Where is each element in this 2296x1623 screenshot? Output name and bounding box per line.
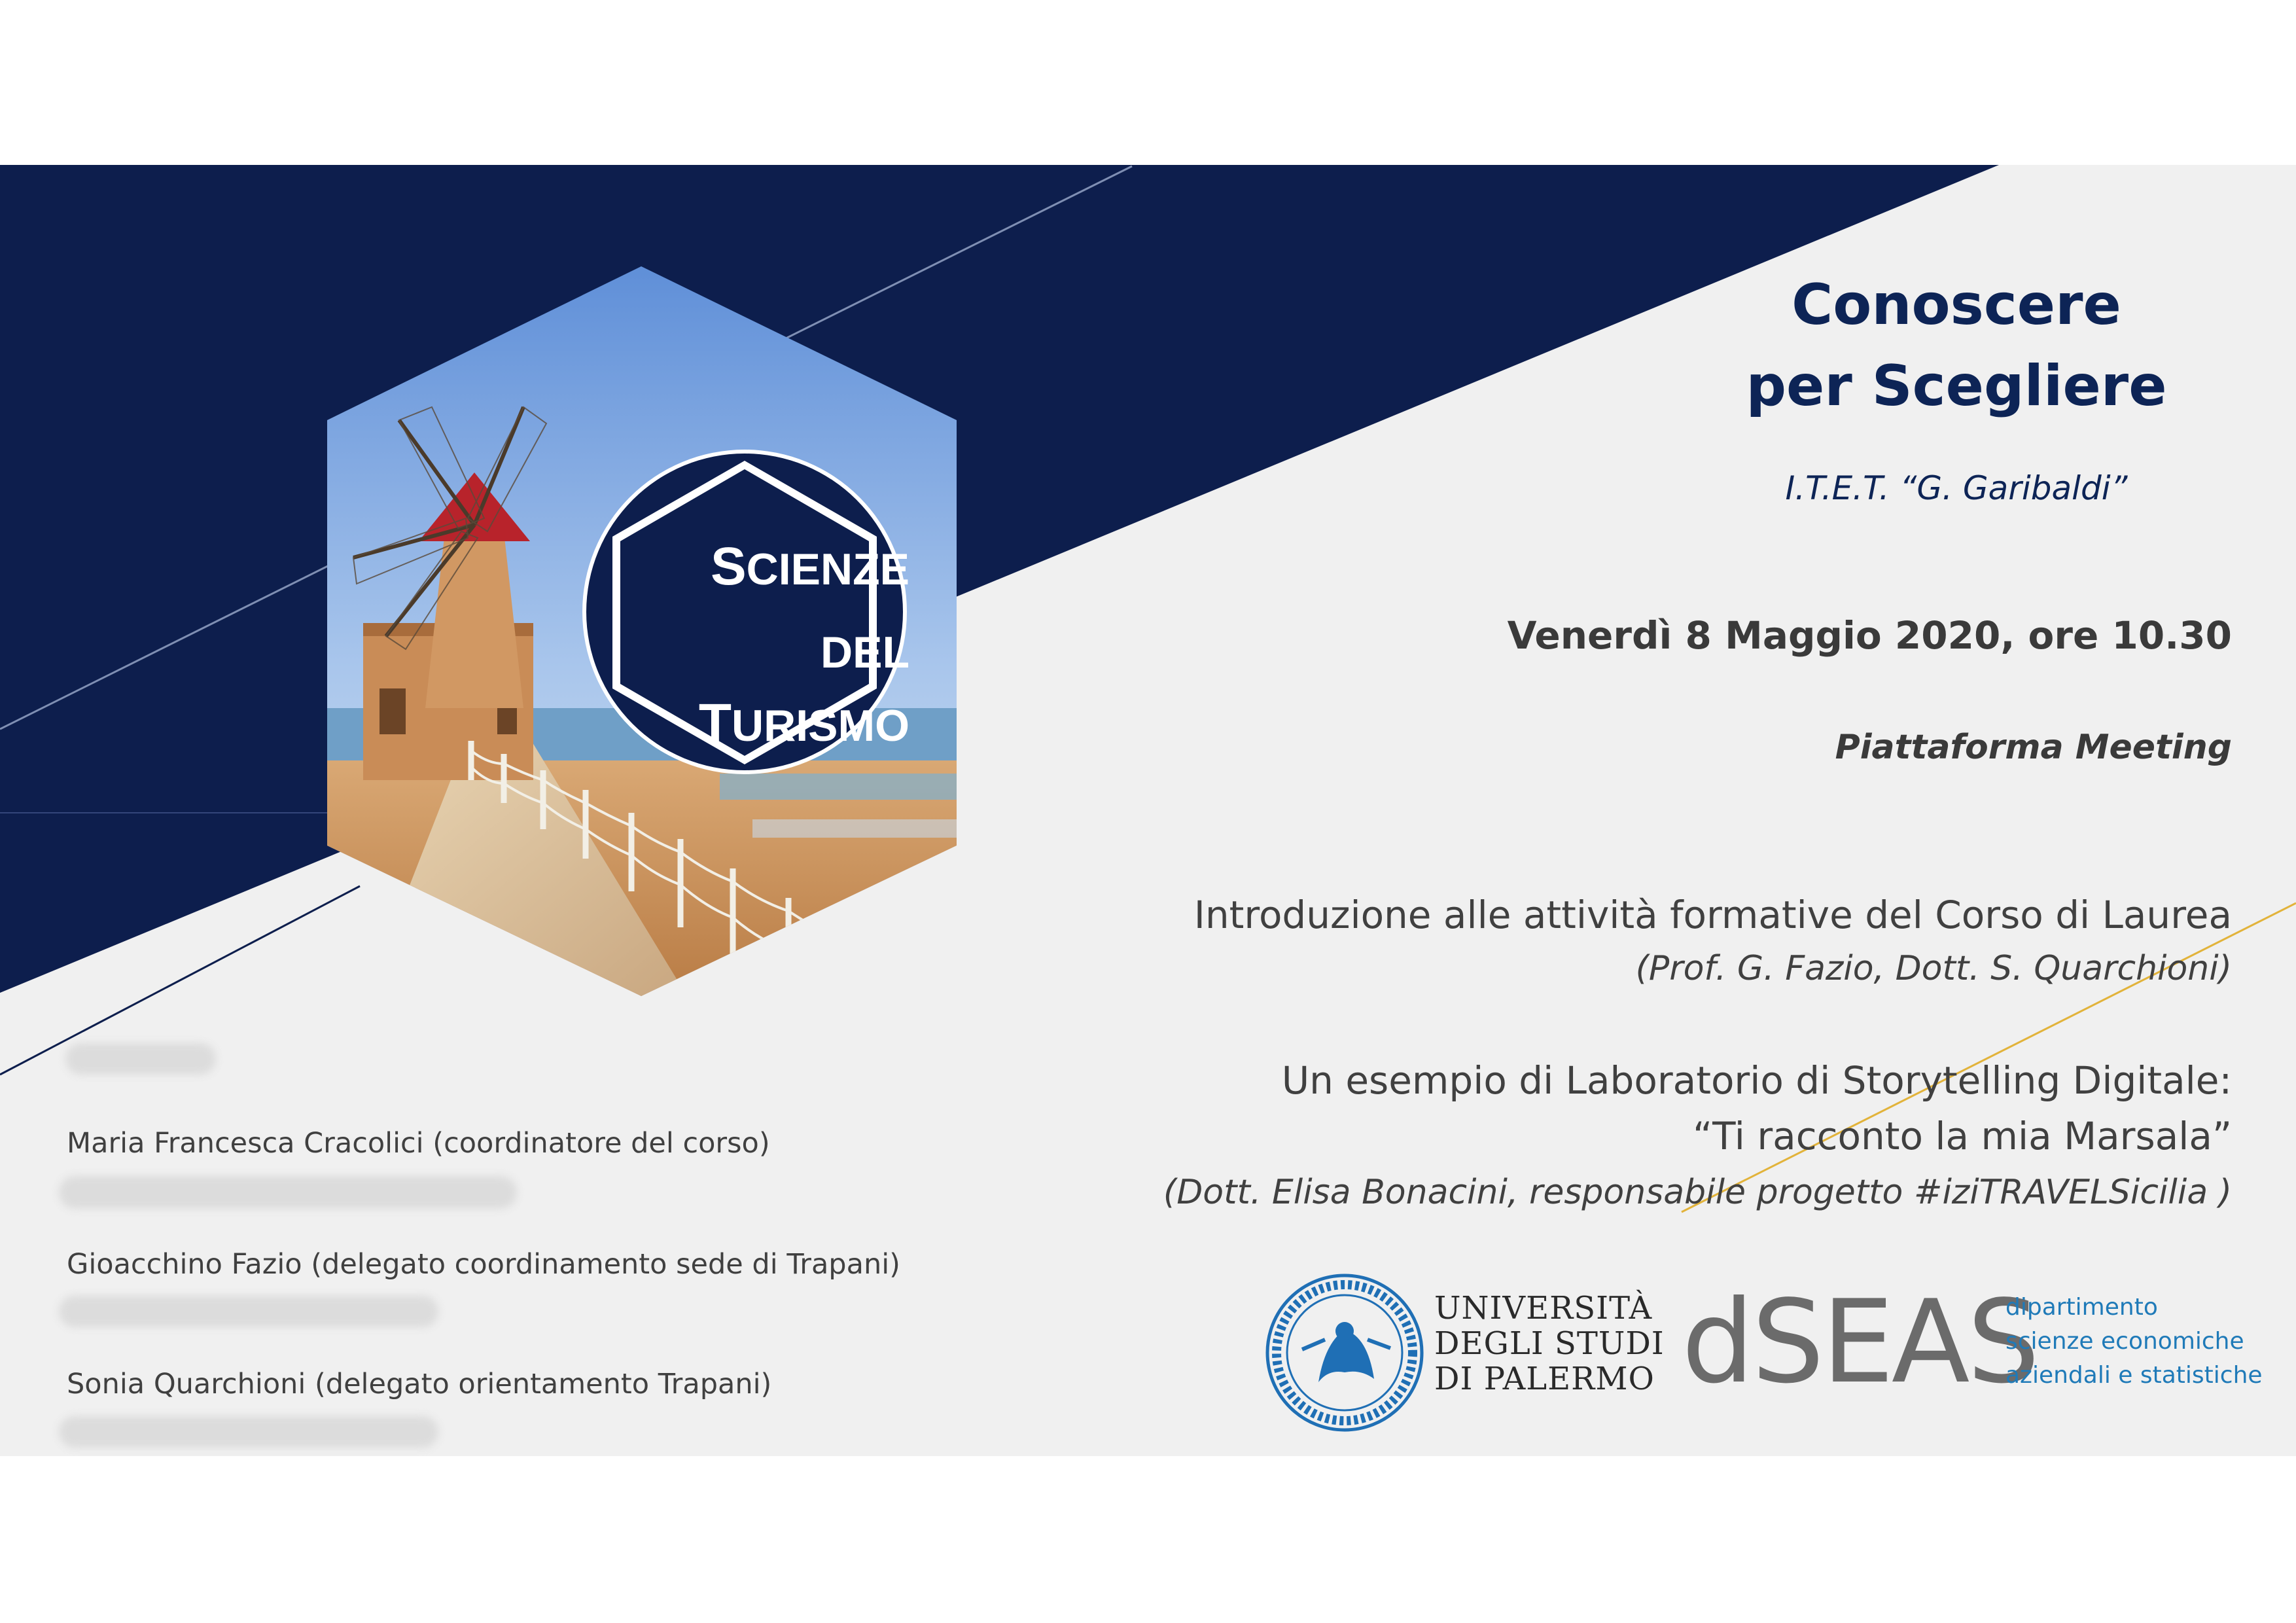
- talk-title: Introduzione alle attività formative del Corso di Laurea: [1193, 893, 2232, 937]
- dseas-desc-line: aziendali e statistiche: [2005, 1362, 2263, 1389]
- unipa-line: DEGLI STUDI: [1434, 1325, 1665, 1362]
- dseas-desc-line: dipartimento: [2005, 1294, 2158, 1321]
- talk-title: “Ti racconto la mia Marsala”: [1693, 1114, 2232, 1158]
- redacted-text: [65, 1043, 216, 1075]
- redacted-text: [59, 1176, 517, 1209]
- event-flyer: [0, 165, 2296, 1456]
- badge-word: CIENZE: [746, 544, 910, 594]
- title-line: per Scegliere: [1746, 353, 2167, 419]
- school-name: I.T.E.T. “G. Garibaldi”: [1785, 469, 2128, 507]
- contact-name: Maria Francesca Cracolici (coordinatore del corso): [67, 1127, 770, 1160]
- event-platform: Piattaforma Meeting: [1835, 728, 2232, 767]
- unipa-wordmark: [1434, 1291, 1665, 1397]
- badge-initial: T: [698, 693, 732, 753]
- dseas-description: [2005, 1291, 2263, 1393]
- dseas-logo: dSEAS: [1682, 1276, 2038, 1409]
- contact-name: Gioacchino Fazio (delegato coordinamento sede di Trapani): [67, 1248, 900, 1281]
- title-line: Conoscere: [1792, 272, 2121, 338]
- dseas-desc-line: scienze economiche: [2005, 1328, 2244, 1355]
- event-title: [1629, 264, 2284, 427]
- unipa-line: DI PALERMO: [1434, 1361, 1655, 1397]
- redacted-text: [59, 1296, 438, 1327]
- talk-title: Un esempio di Laboratorio di Storytelling Digitale:: [1281, 1058, 2232, 1103]
- badge-label: [641, 531, 910, 774]
- badge-word: URISMO: [732, 701, 910, 751]
- badge-word: DEL: [821, 628, 910, 677]
- unipa-line: UNIVERSITÀ: [1434, 1290, 1653, 1327]
- talk-speakers: (Dott. Elisa Bonacini, responsabile progetto #iziTRAVELSicilia ): [1163, 1173, 2232, 1212]
- talk-speakers: (Prof. G. Fazio, Dott. S. Quarchioni): [1635, 949, 2232, 988]
- redacted-text: [59, 1416, 438, 1448]
- badge-initial: S: [710, 537, 747, 596]
- event-datetime: Venerdì 8 Maggio 2020, ore 10.30: [1507, 613, 2232, 658]
- unipa-seal-icon: [1263, 1271, 1426, 1435]
- contact-name: Sonia Quarchioni (delegato orientamento Trapani): [67, 1368, 772, 1400]
